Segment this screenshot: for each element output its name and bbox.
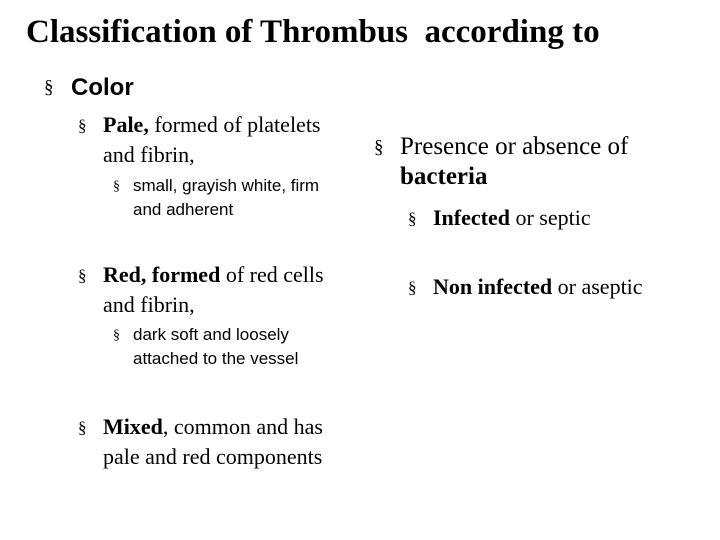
infected-item xyxy=(408,203,591,233)
bullet-icon: § xyxy=(113,328,120,343)
bullet-icon: § xyxy=(408,209,417,228)
bullet-icon: § xyxy=(113,179,120,194)
noninfected-text: or aseptic xyxy=(552,274,643,299)
mixed-bold: Mixed xyxy=(103,414,163,439)
pale-text: formed of platelets xyxy=(148,112,321,137)
color-heading: Color xyxy=(71,74,134,101)
pale-bold: Pale, xyxy=(103,112,149,137)
infected-text: or septic xyxy=(509,205,591,230)
mixed-text: , common and has xyxy=(162,414,323,439)
red-sub-line2: attached to the vessel xyxy=(133,349,299,368)
pale-item xyxy=(78,110,321,170)
red-item xyxy=(78,260,324,320)
slide-title: Classification of Thrombus according to xyxy=(26,14,600,50)
pale-sub-line2: and adherent xyxy=(133,200,234,219)
bacteria-line2: bacteria xyxy=(400,163,488,190)
bullet-icon: § xyxy=(44,77,54,98)
bullet-icon: § xyxy=(408,278,417,297)
red-bold: Red, formed xyxy=(103,262,221,287)
bullet-icon: § xyxy=(78,116,87,135)
mixed-item xyxy=(78,412,323,472)
red-text: of red cells xyxy=(220,262,324,287)
pale-sub-line1: small, grayish white, firm xyxy=(133,176,320,195)
red-sub-item xyxy=(113,323,298,371)
bullet-icon: § xyxy=(78,418,87,437)
infected-bold: Infected xyxy=(433,205,510,230)
bullet-icon: § xyxy=(78,266,87,285)
pale-line2: and fibrin, xyxy=(103,142,195,167)
noninfected-bold: Non infected xyxy=(433,274,553,299)
noninfected-item xyxy=(408,272,643,302)
bacteria-item xyxy=(374,132,628,192)
bullet-icon: § xyxy=(374,137,384,158)
bacteria-line1: Presence or absence of xyxy=(400,133,629,160)
pale-sub-item xyxy=(113,174,319,222)
red-line2: and fibrin, xyxy=(103,292,195,317)
red-sub-line1: dark soft and loosely xyxy=(133,325,289,344)
mixed-line2: pale and red components xyxy=(103,444,323,469)
color-heading-item xyxy=(44,73,134,103)
